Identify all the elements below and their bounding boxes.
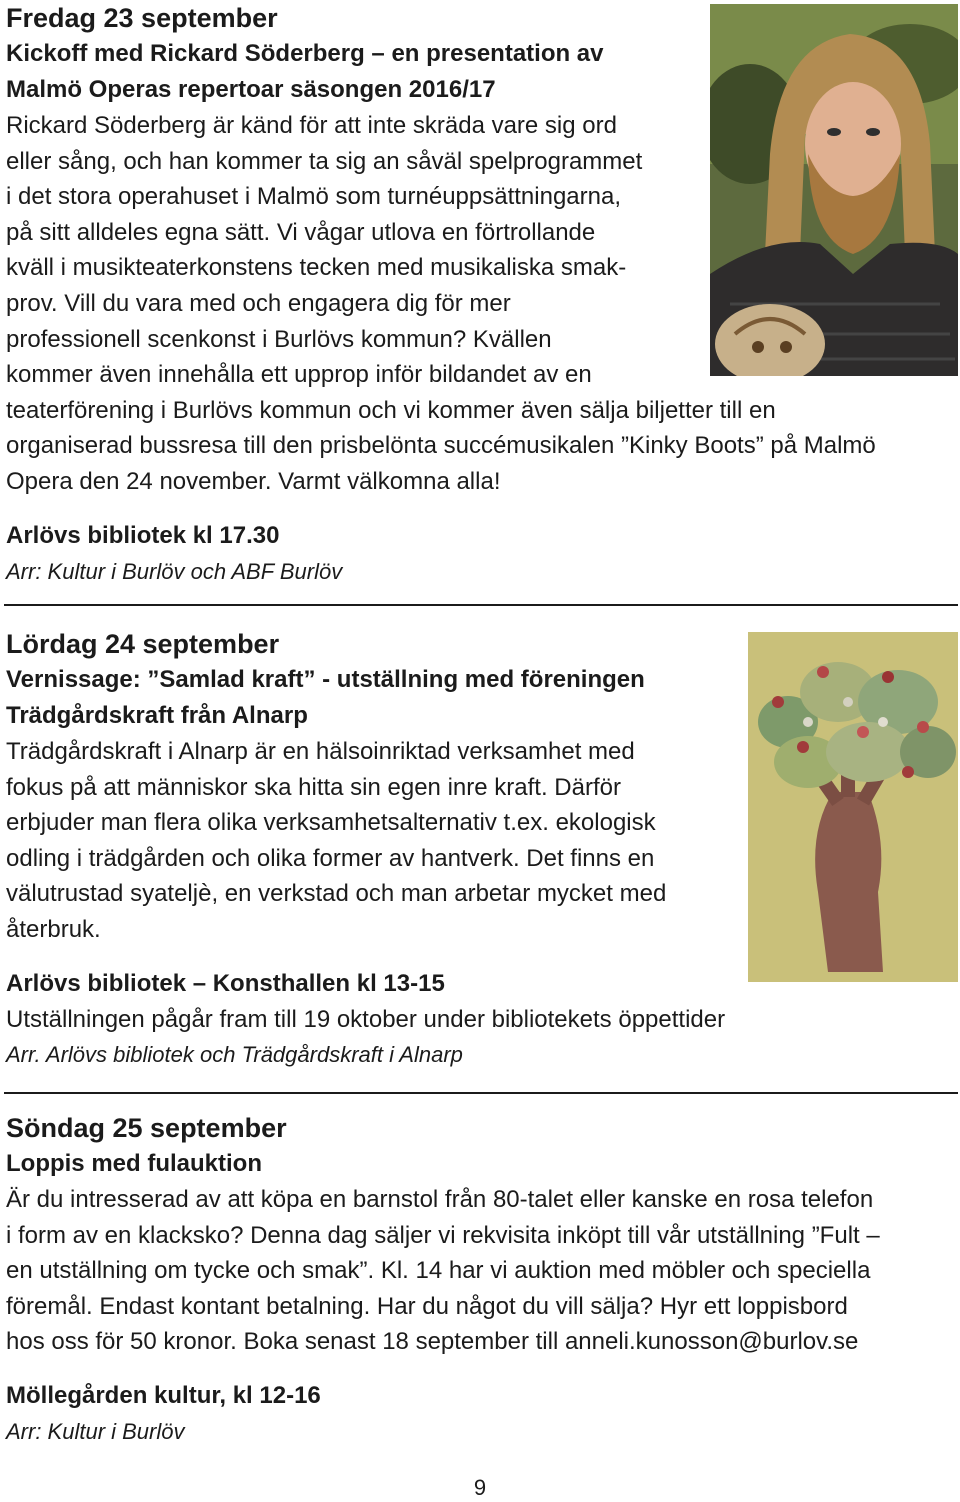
event-body-line: hos oss för 50 kronor. Boka senast 18 september till anneli.kunosson@burlov.se [6,1328,859,1356]
event-body-line: på sitt alldeles egna sätt. Vi vågar utlova en förtrollande [6,218,596,246]
event-title-line: Trädgårdskraft från Alnarp [6,702,308,729]
event-venue: Möllegården kultur, kl 12-16 [6,1381,321,1409]
event-venue: Arlövs bibliotek – Konsthallen kl 13-15 [6,969,445,997]
event-day-heading: Fredag 23 september [6,3,278,33]
event-body-line: kväll i musikteaterkonstens tecken med musikaliska smak- [6,254,627,282]
event-body-line: professionell scenkonst i Burlövs kommun? Kvällen [6,325,552,353]
event-title-line: Loppis med fulauktion [6,1150,262,1177]
event-body-line: kommer även innehålla ett upprop inför bildandet av en [6,361,592,389]
event-body-line: fokus på att människor ska hitta sin egen inre kraft. Därför [6,773,621,801]
event-sunday [6,1110,958,1450]
event-day-heading: Söndag 25 september [6,1113,287,1143]
event-organizer: Arr. Arlövs bibliotek och Trädgårdskraft i Alnarp [6,1042,463,1068]
event-body-line: eller sång, och han kommer ta sig an såväl spelprogrammet [6,147,643,175]
page-number: 9 [473,1475,487,1500]
event-body-line: välutrustad syateljè, en verkstad och man arbetar mycket med [6,880,667,908]
event-body-line: prov. Vill du vara med och engagera dig för mer [6,289,511,317]
event-body-line: en utställning om tycke och smak”. Kl. 14 har vi auktion med möbler och speciella [6,1257,871,1285]
event-body-line: erbjuder man flera olika verksamhetsalternativ t.ex. ekologisk [6,809,656,837]
event-organizer: Arr: Kultur i Burlöv [6,1418,185,1444]
event-organizer: Arr: Kultur i Burlöv och ABF Burlöv [6,558,343,584]
portrait-photo-illustration [710,4,958,376]
event-body-line: Är du intresserad av att köpa en barnstol från 80-talet eller kanske en rosa telefon [6,1186,874,1213]
event-day-heading: Lördag 24 september [6,629,280,659]
event-body-line: Rickard Söderberg är känd för att inte skräda vare sig ord [6,112,617,139]
event-body-line: återbruk. [6,915,101,943]
event-venue: Arlövs bibliotek kl 17.30 [6,521,280,549]
textile-tree-artwork [748,632,958,982]
event-body-line: föremål. Endast kontant betalning. Har du något du vill sälja? Hyr ett loppisbord [6,1292,848,1320]
event-body-line: i form av en klacksko? Denna dag säljer vi rekvisita inköpt till vår utställning ”Fult – [6,1221,880,1249]
event-title-line: Vernissage: ”Samlad kraft” - utställning med föreningen [6,666,645,693]
event-body-line: teaterförening i Burlövs kommun och vi kommer även sälja biljetter till en [6,396,776,424]
event-body-line: Opera den 24 november. Varmt välkomna alla! [6,467,501,495]
section-divider [4,1092,958,1094]
event-body-line: odling i trädgården och olika former av hantverk. Det finns en [6,844,655,872]
section-divider [4,604,958,606]
event-extra-info: Utställningen pågår fram till 19 oktober under bibliotekets öppettider [6,1005,726,1033]
portrait-photo [710,4,958,376]
event-title-line: Malmö Operas repertoar säsongen 2016/17 [6,76,496,103]
event-body-line: i det stora operahuset i Malmö som turnéuppsättningarna, [6,183,622,211]
event-title-line: Kickoff med Rickard Söderberg – en presentation av [6,40,604,67]
textile-tree-illustration [748,632,958,982]
event-body-line: organiserad bussresa till den prisbelönta succémusikalen ”Kinky Boots” på Malmö [6,432,876,460]
event-body-line: Trädgårdskraft i Alnarp är en hälsoinriktad verksamhet med [6,738,635,765]
